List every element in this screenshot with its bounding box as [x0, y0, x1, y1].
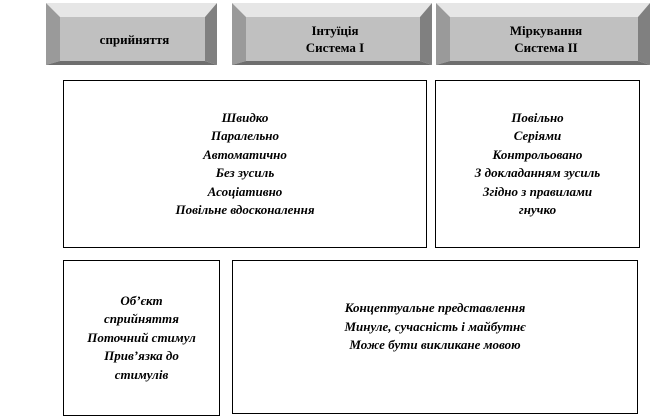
- property-item: Без зусиль: [215, 165, 275, 180]
- content-item: Минуле, сучасність і майбутнє: [344, 318, 526, 334]
- conceptual-content-box: [232, 260, 638, 414]
- content-item: Поточний стимул: [87, 329, 196, 345]
- content-item: Концептуальне представлення: [344, 300, 526, 315]
- header-line: сприйняття: [99, 31, 170, 47]
- content-item: сприйняття: [104, 311, 179, 327]
- header-line: Система ІІ: [514, 40, 578, 55]
- property-item: Автоматично: [203, 146, 287, 162]
- property-item: Повільне вдосконалення: [175, 202, 315, 217]
- property-item: Швидко: [221, 109, 269, 125]
- property-item: Згідно з правилами: [482, 183, 593, 199]
- header-intuition-label: [250, 21, 420, 57]
- header-line: Система І: [305, 40, 365, 55]
- property-item: З докладанням зусиль: [474, 165, 601, 180]
- header-reasoning-label: [454, 21, 638, 57]
- property-item: Контрольовано: [492, 146, 583, 162]
- property-item: Асоціативно: [207, 183, 283, 199]
- property-item: Серіями: [513, 128, 562, 143]
- reasoning-properties-box: [435, 80, 640, 248]
- content-item: Об’єкт: [120, 292, 163, 308]
- property-item: гнучко: [518, 202, 557, 217]
- perception-content-box: [63, 260, 220, 416]
- header-intuition: [232, 3, 432, 65]
- header-perception: [46, 3, 217, 65]
- header-line: Міркування: [509, 23, 583, 38]
- property-item: Паралельно: [210, 128, 280, 143]
- header-line: Інтуїція: [311, 23, 359, 38]
- intuition-properties-box: [63, 80, 427, 248]
- property-item: Повільно: [511, 109, 564, 125]
- content-item: Прив’язка до: [104, 348, 179, 364]
- content-item: Може бути викликане мовою: [349, 337, 521, 352]
- header-perception-label: [64, 21, 205, 57]
- header-reasoning: [436, 3, 650, 65]
- content-item: стимулів: [114, 366, 169, 382]
